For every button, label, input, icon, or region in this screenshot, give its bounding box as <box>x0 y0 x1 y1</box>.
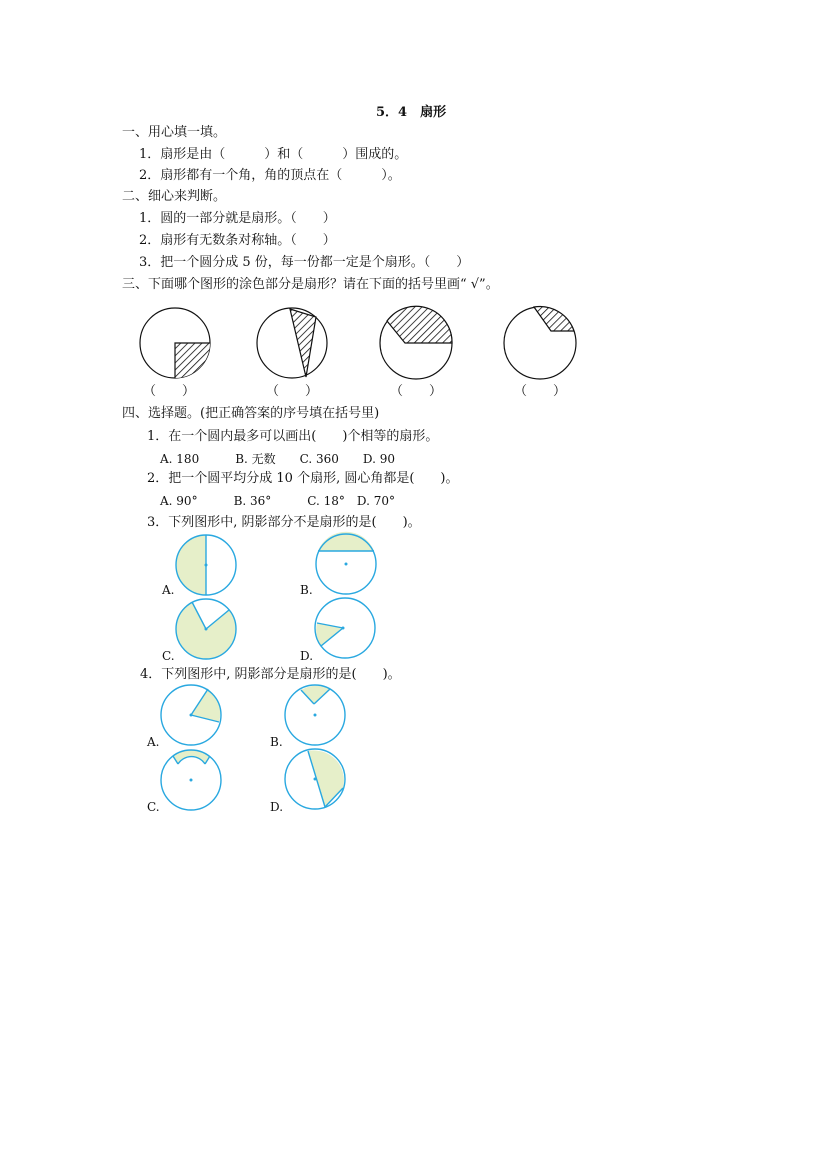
q4-figure-c <box>161 750 221 810</box>
s3-bracket-1[interactable]: （ ） <box>143 384 196 399</box>
s1-question-1: 1．扇形是由（ ）和（ ）围成的。 <box>139 147 408 162</box>
s2-question-1: 1．圆的一部分就是扇形。（ ） <box>139 211 336 226</box>
section1-heading: 一、用心填一填。 <box>122 125 227 140</box>
s3-bracket-2[interactable]: （ ） <box>266 384 319 399</box>
s4-question-1: 1．在一个圆内最多可以画出( )个相等的扇形。 <box>147 429 439 444</box>
q3-label-a: A. <box>162 583 175 597</box>
q4-label-c: C. <box>147 800 160 814</box>
q4-figure-a <box>161 685 221 745</box>
s4-question-1-options: A. 180 B. 无数 C. 360 D. 90 <box>160 452 396 466</box>
s4-question-4: 4．下列图形中, 阴影部分是扇形的是( )。 <box>140 667 401 682</box>
section2-heading: 二、细心来判断。 <box>122 189 227 204</box>
s2-question-2: 2．扇形有无数条对称轴。（ ） <box>139 233 336 248</box>
page-title: 5．4 扇形 <box>376 105 447 120</box>
section3-heading: 三、下面哪个图形的涂色部分是扇形？请在下面的括号里画“ √”。 <box>122 277 499 292</box>
s3-bracket-3[interactable]: （ ） <box>390 384 443 399</box>
s2-question-3: 3．把一个圆分成 5 份，每一份都一定是个扇形。（ ） <box>139 255 470 270</box>
q4-label-b: B. <box>270 735 283 749</box>
q3-label-d: D. <box>300 649 314 663</box>
s4-question-2-options: A. 90° B. 36° C. 18° D. 70° <box>160 494 396 508</box>
q4-figure-b <box>285 685 345 745</box>
q4-label-a: A. <box>147 735 160 749</box>
section4-heading: 四、选择题。(把正确答案的序号填在括号里) <box>122 406 380 421</box>
q4-label-d: D. <box>270 800 284 814</box>
q4-figure-d <box>285 749 345 809</box>
s1-question-2: 2．扇形都有一个角，角的顶点在（ ）。 <box>139 168 401 183</box>
q3-label-c: C. <box>162 649 175 663</box>
s4-question-2: 2．把一个圆平均分成 10 个扇形, 圆心角都是( )。 <box>147 471 459 486</box>
s3-bracket-4[interactable]: （ ） <box>514 384 567 399</box>
q3-label-b: B. <box>300 583 313 597</box>
s4-question-3: 3．下列图形中, 阴影部分不是扇形的是( )。 <box>147 515 421 530</box>
